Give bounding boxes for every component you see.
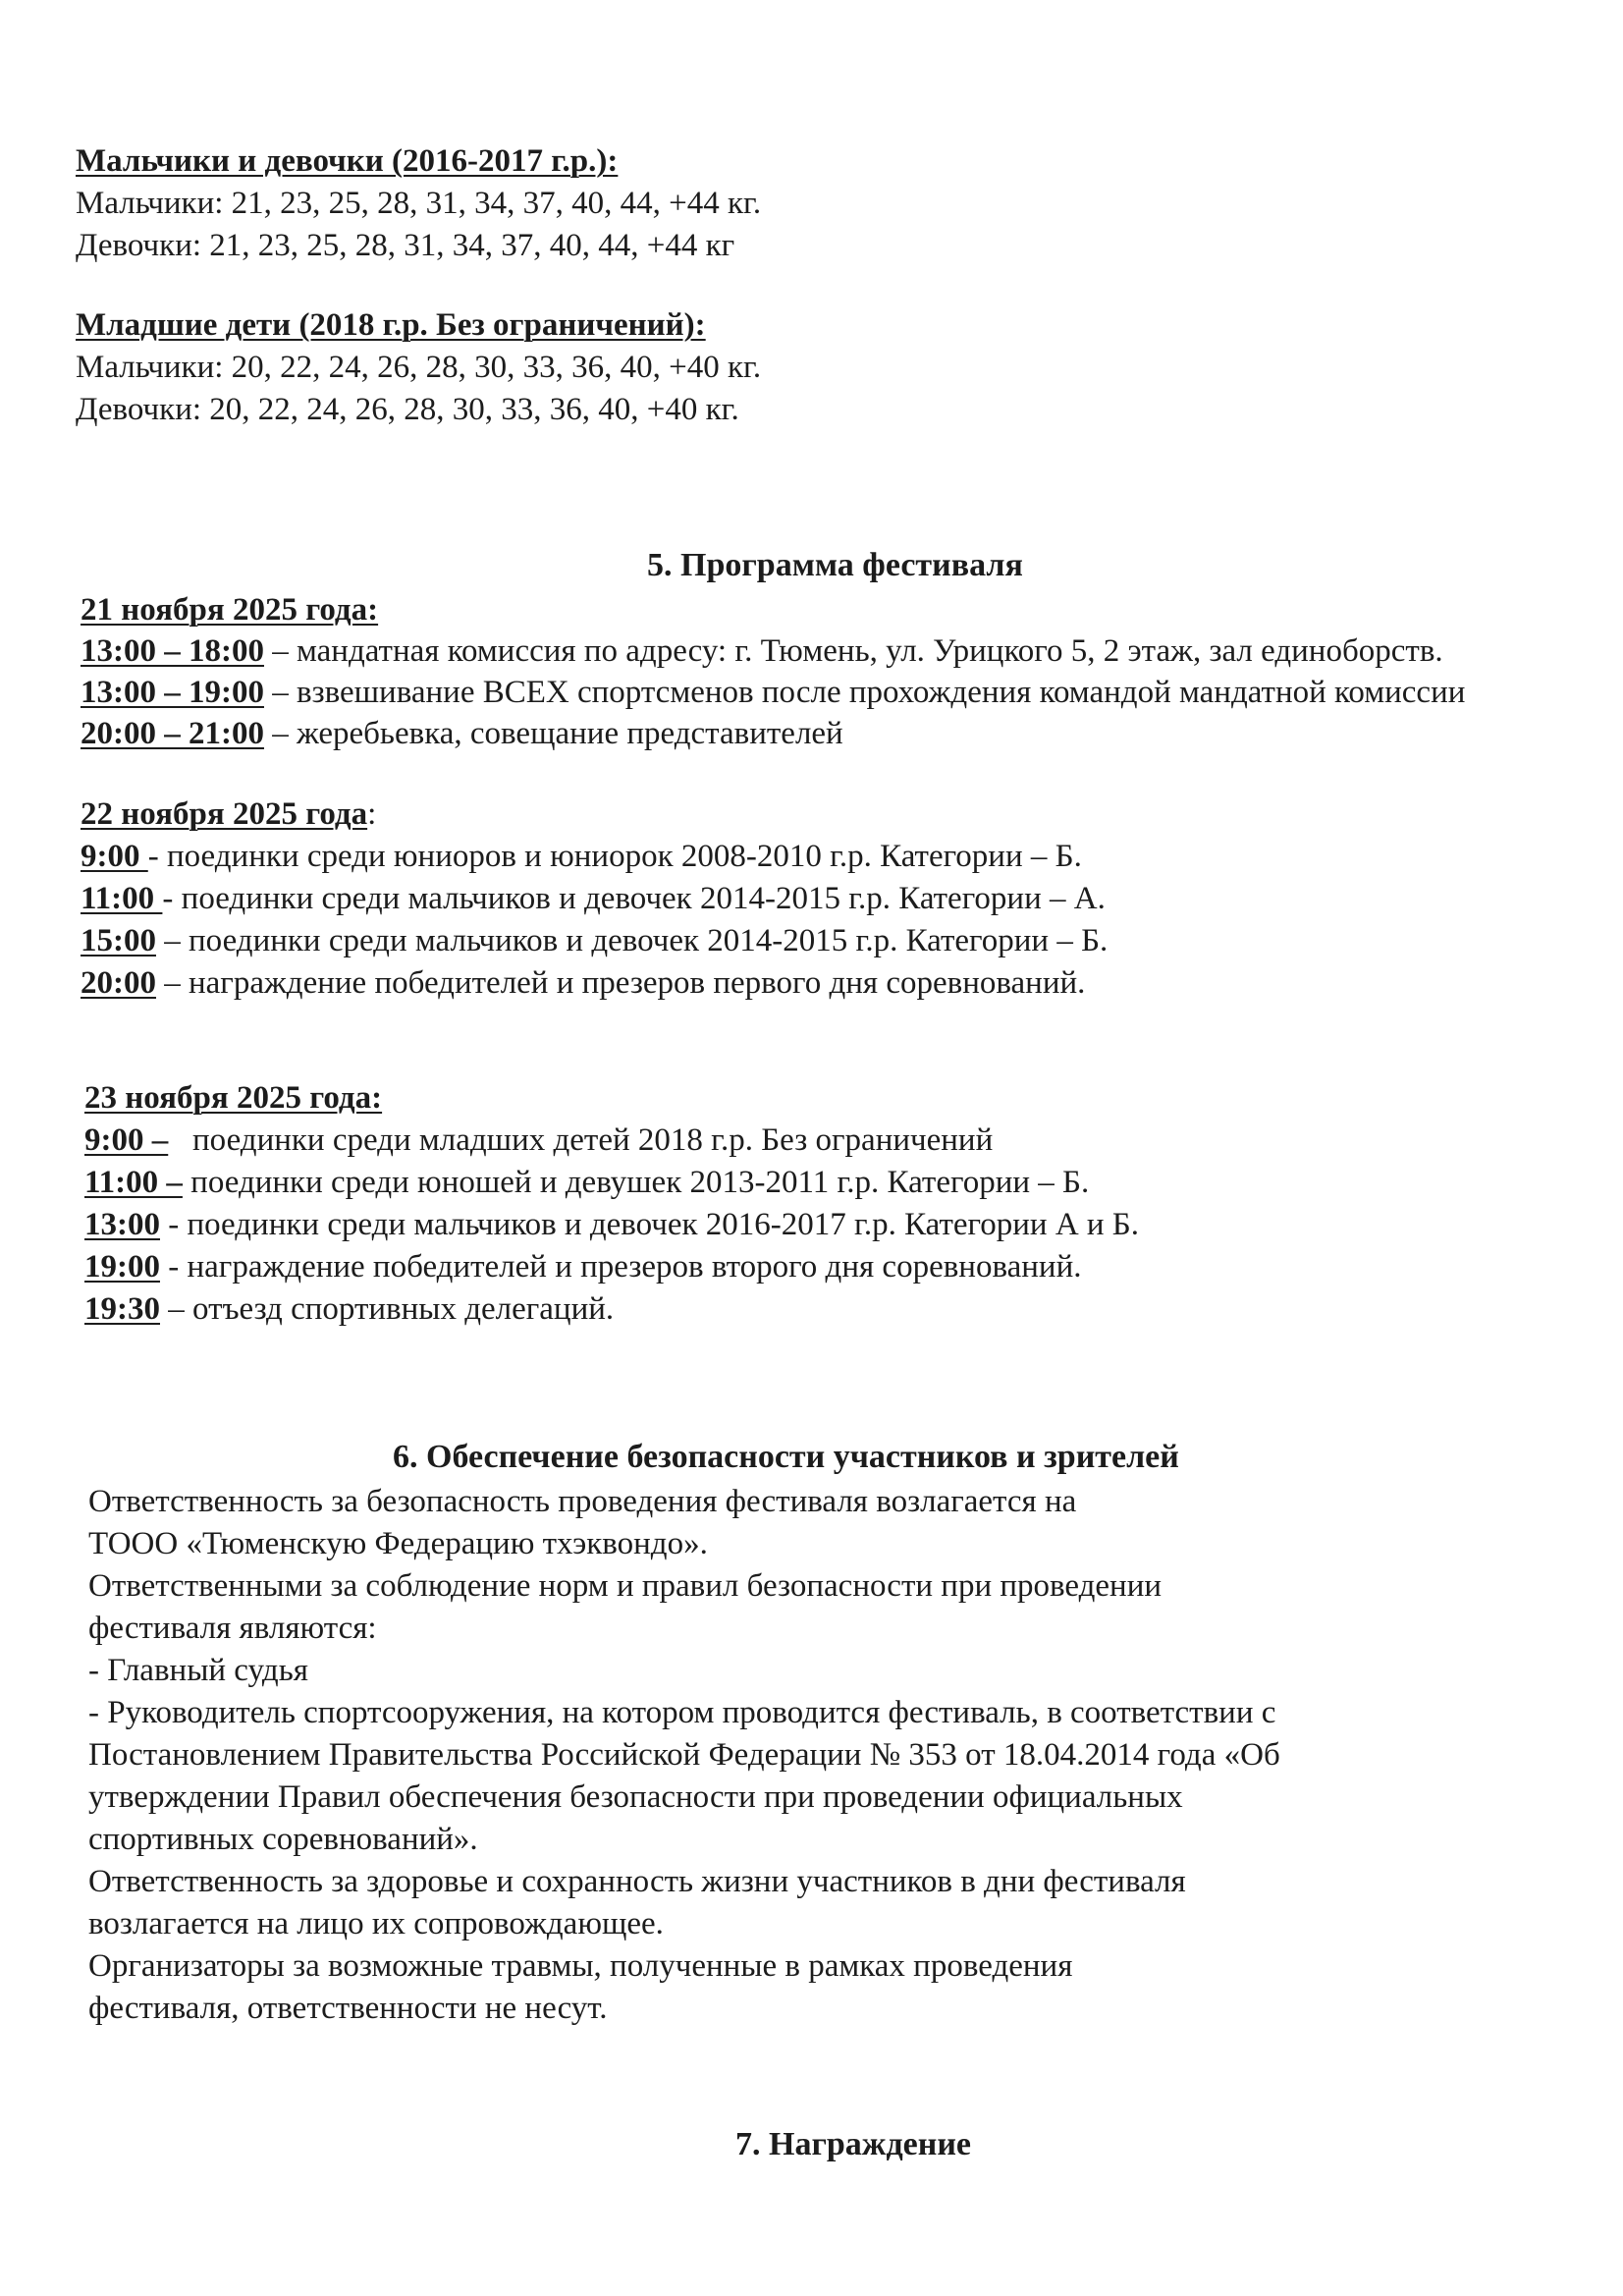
girls-weights: Девочки: 21, 23, 25, 28, 31, 34, 37, 40, 44, +44 кг [76,228,735,263]
schedule-item [81,962,1085,1005]
safety-line: Ответственность за безопасность проведения фестиваля возлагается на [88,1484,1077,1519]
schedule-time: 13:00 – 19:00 [81,675,264,710]
boys-weights: Мальчики: 20, 22, 24, 26, 28, 30, 33, 36, 40, +40 кг. [76,350,762,385]
safety-line: ТООО «Тюменскую Федерацию тхэквондо». [88,1526,708,1561]
safety-line: - Главный судья [88,1653,308,1688]
schedule-text: - награждение победителей и презеров второго дня соревнований. [160,1249,1082,1285]
safety-line: фестиваля, ответственности не несут. [88,1991,608,2026]
day-title: 23 ноября 2025 года: [84,1080,383,1116]
safety-line: утверждении Правил обеспечения безопасности при проведении официальных [88,1779,1183,1815]
safety-line: Организаторы за возможные травмы, полученные в рамках проведения [88,1948,1073,1984]
schedule-time: 19:00 [84,1249,160,1285]
schedule-item [84,1162,1089,1204]
safety-line: фестиваля являются: [88,1611,377,1646]
schedule-text: - поединки среди юниоров и юниорок 2008-2010 г.р. Категории – Б. [147,839,1082,874]
schedule-time: 9:00 [81,839,148,874]
schedule-text: – жеребьевка, совещание представителей [263,716,843,751]
section-5-heading: 5. Программа фестиваля [647,547,1023,583]
schedule-item [84,1120,993,1162]
safety-line: - Руководитель спортсооружения, на котором проводится фестиваль, в соответствии с [88,1695,1276,1730]
schedule-time: 20:00 [81,965,156,1001]
schedule-time: 9:00 – [84,1122,169,1158]
safety-line: возлагается на лицо их сопровождающее. [88,1906,664,1941]
schedule-time: 11:00 – [84,1165,183,1200]
girls-weights: Девочки: 20, 22, 24, 26, 28, 30, 33, 36, 40, +40 кг. [76,392,739,427]
schedule-time: 19:30 [84,1291,160,1327]
schedule-item [81,672,1597,714]
schedule-item [81,836,1082,878]
schedule-item [81,713,843,755]
schedule-item [81,630,1443,673]
schedule-item [84,1204,1139,1246]
schedule-time: 20:00 – 21:00 [81,716,264,751]
schedule-text: - поединки среди мальчиков и девочек 2016-2017 г.р. Категории А и Б. [160,1207,1140,1242]
schedule-text: поединки среди младших детей 2018 г.р. Без ограничений [168,1122,994,1158]
schedule-text: – отъезд спортивных делегаций. [160,1291,615,1327]
schedule-time: 13:00 [84,1207,160,1242]
schedule-text: - поединки среди мальчиков и девочек 2014-2015 г.р. Категории – А. [162,881,1106,916]
section-7-heading: 7. Награждение [735,2126,972,2162]
day-title: 22 ноября 2025 года: [81,796,377,832]
day-title: 21 ноября 2025 года: [81,592,379,628]
schedule-text: – взвешивание ВСЕХ спортсменов после прохождения командой мандатной комиссии [263,675,1466,710]
group-title: Мальчики и девочки (2016-2017 г.р.): [76,143,619,179]
schedule-item [81,878,1106,920]
schedule-text: – поединки среди мальчиков и девочек 2014-2015 г.р. Категории – Б. [156,923,1109,958]
schedule-item [81,920,1108,962]
safety-line: Постановлением Правительства Российской Федерации № 353 от 18.04.2014 года «Об [88,1737,1280,1773]
safety-line: спортивных соревнований». [88,1822,478,1857]
schedule-text: – награждение победителей и презеров первого дня соревнований. [156,965,1086,1001]
schedule-time: 13:00 – 18:00 [81,633,264,669]
boys-weights: Мальчики: 21, 23, 25, 28, 31, 34, 37, 40, 44, +44 кг. [76,186,762,221]
schedule-text: поединки среди юношей и девушек 2013-2011 г.р. Категории – Б. [182,1165,1090,1200]
safety-line: Ответственность за здоровье и сохранность жизни участников в дни фестиваля [88,1864,1186,1899]
schedule-item [84,1288,614,1331]
schedule-text: – мандатная комиссия по адресу: г. Тюмень, ул. Урицкого 5, 2 этаж, зал единоборств. [263,633,1443,669]
schedule-time: 11:00 [81,881,163,916]
safety-line: Ответственными за соблюдение норм и правил безопасности при проведении [88,1568,1163,1604]
section-6-heading: 6. Обеспечение безопасности участников и зрителей [393,1439,1179,1475]
schedule-time: 15:00 [81,923,156,958]
group-title: Младшие дети (2018 г.р. Без ограничений): [76,307,706,343]
schedule-item [84,1246,1082,1288]
